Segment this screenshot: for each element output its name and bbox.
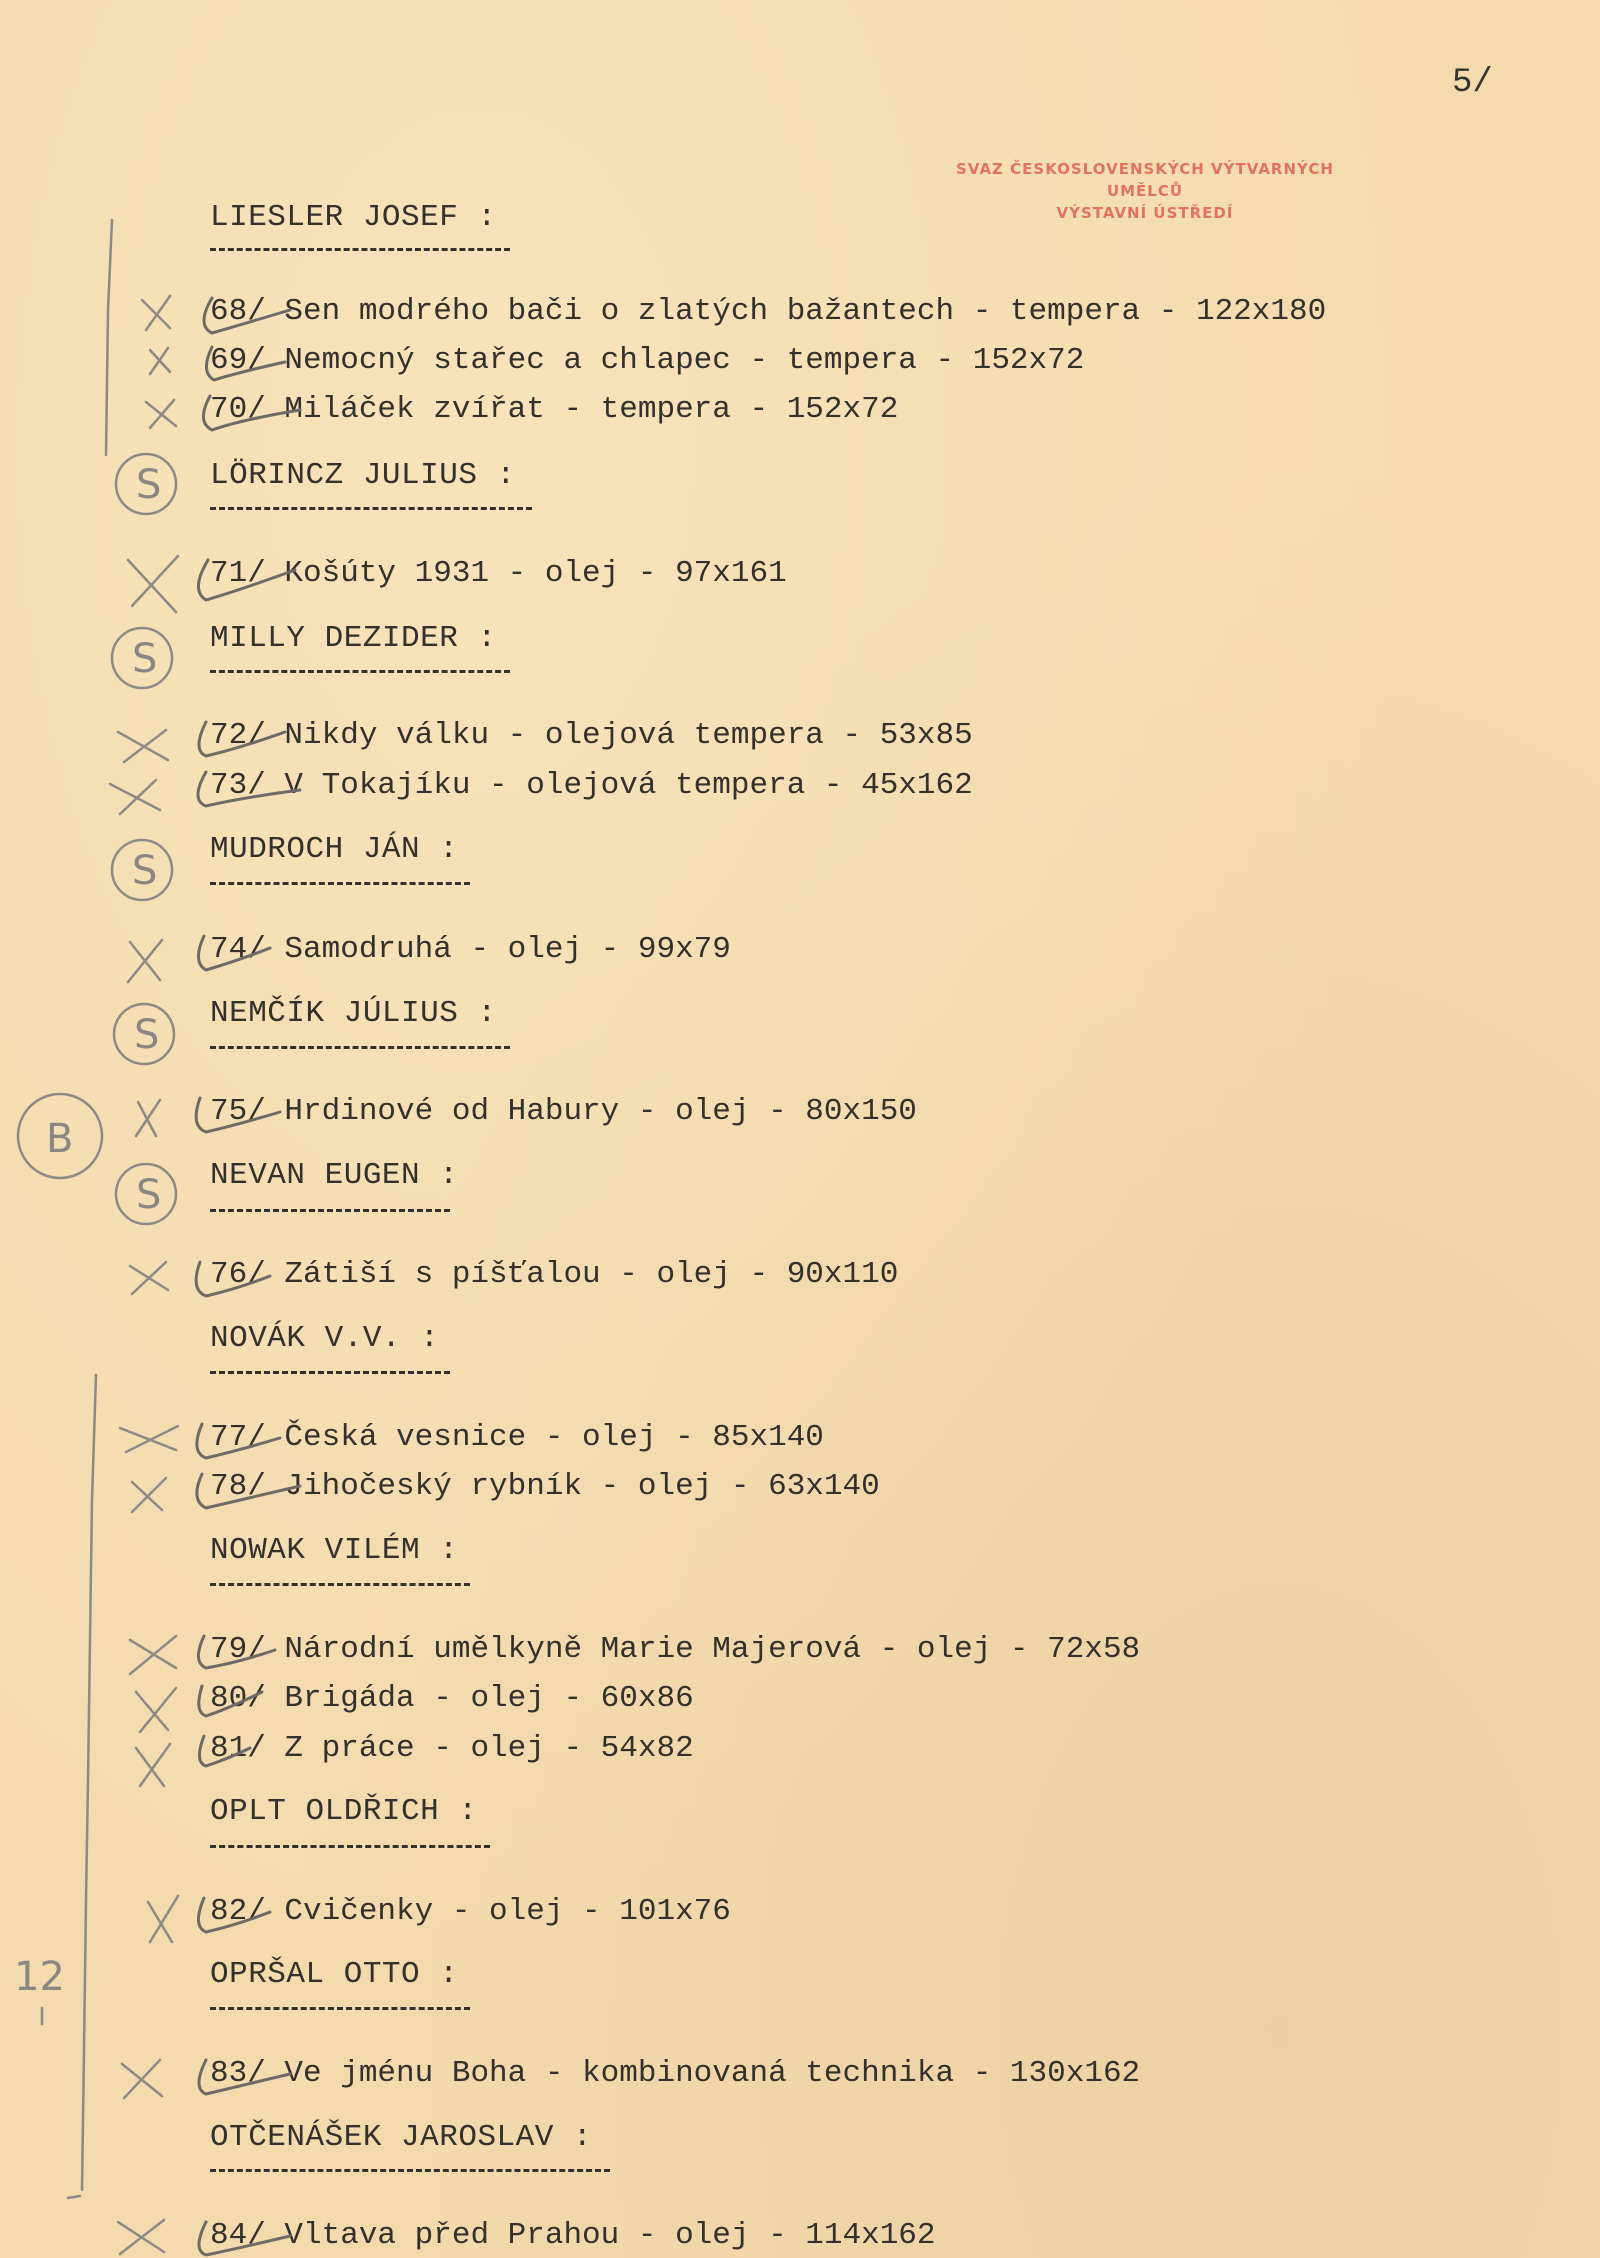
heading-underline: [210, 1046, 510, 1049]
artist-heading: OTČENÁŠEK JAROSLAV :: [210, 2120, 593, 2155]
work-entry: 83/ Ve jménu Boha - kombinovaná technika - 130x162: [210, 2056, 1141, 2091]
work-entry: 80/ Brigáda - olej - 60x86: [210, 1681, 694, 1716]
work-entry: 76/ Zátiší s píšťalou - olej - 90x110: [210, 1257, 899, 1292]
artist-heading: NEMČÍK JÚLIUS :: [210, 996, 497, 1031]
artist-heading: LIESLER JOSEF :: [210, 200, 497, 235]
work-entry: 82/ Cvičenky - olej - 101x76: [210, 1894, 731, 1929]
heading-underline: [210, 1371, 450, 1374]
circled-s-label: S: [132, 636, 158, 682]
work-entry: 68/ Sen modrého bači o zlatých bažantech - tempera - 122x180: [210, 294, 1327, 329]
work-entry: 77/ Česká vesnice - olej - 85x140: [210, 1420, 824, 1455]
artist-heading: NEVAN EUGEN :: [210, 1158, 459, 1193]
circled-s-label: S: [132, 848, 158, 894]
work-entry: 71/ Košúty 1931 - olej - 97x161: [210, 556, 787, 591]
work-entry: 78/ Jihočeský rybník - olej - 63x140: [210, 1469, 880, 1504]
circled-s-mark: [116, 1164, 176, 1224]
page-number: 5/: [1452, 64, 1493, 102]
margin-bracket: [106, 220, 112, 455]
heading-underline: [210, 507, 532, 510]
heading-underline: [210, 1209, 450, 1212]
artist-heading: OPRŠAL OTTO :: [210, 1957, 459, 1992]
work-entry: 75/ Hrdinové od Habury - olej - 80x150: [210, 1094, 917, 1129]
stamp-line-2: VÝSTAVNÍ ÚSTŘEDÍ: [1056, 204, 1234, 222]
circled-s-label: S: [134, 1012, 160, 1058]
heading-underline: [210, 1845, 490, 1848]
heading-underline: [210, 2169, 610, 2172]
work-entry: 72/ Nikdy válku - olejová tempera - 53x85: [210, 718, 973, 753]
work-entry: 69/ Nemocný stařec a chlapec - tempera - 152x72: [210, 343, 1085, 378]
stamp-line-1: SVAZ ČESKOSLOVENSKÝCH VÝTVARNÝCH UMĚLCŮ: [956, 160, 1334, 200]
circled-s-mark: [114, 1004, 174, 1064]
work-entry: 81/ Z práce - olej - 54x82: [210, 1731, 694, 1766]
heading-underline: [210, 1583, 470, 1586]
artist-heading: LÖRINCZ JULIUS :: [210, 458, 516, 493]
circled-b-mark: [18, 1094, 102, 1178]
circled-s-mark: [112, 628, 172, 688]
circled-s-mark: [116, 454, 176, 514]
artist-heading: NOVÁK V.V. :: [210, 1321, 440, 1356]
work-entry: 73/ V Tokajíku - olejová tempera - 45x162: [210, 768, 973, 803]
heading-underline: [210, 882, 470, 885]
heading-underline: [210, 248, 510, 251]
circled-s-mark: [112, 840, 172, 900]
heading-underline: [210, 670, 510, 673]
circled-s-label: S: [136, 462, 162, 508]
artist-heading: OPLT OLDŘICH :: [210, 1794, 478, 1829]
artist-heading: MUDROCH JÁN :: [210, 832, 459, 867]
work-entry: 74/ Samodruhá - olej - 99x79: [210, 932, 731, 967]
artist-heading: MILLY DEZIDER :: [210, 621, 497, 656]
side-note: 12: [14, 1954, 65, 2000]
work-entry: 70/ Miláček zvířat - tempera - 152x72: [210, 392, 899, 427]
circled-b-label: B: [46, 1116, 74, 1162]
artist-heading: NOWAK VILÉM :: [210, 1533, 459, 1568]
heading-underline: [210, 2007, 470, 2010]
margin-bracket: [82, 1375, 96, 2190]
work-entry: 84/ Vltava před Prahou - olej - 114x162: [210, 2218, 936, 2253]
work-entry: 79/ Národní umělkyně Marie Majerová - olej - 72x58: [210, 1632, 1141, 1667]
circled-s-label: S: [136, 1172, 162, 1218]
institution-stamp: [925, 158, 1365, 224]
cross-marks: [110, 296, 178, 2254]
